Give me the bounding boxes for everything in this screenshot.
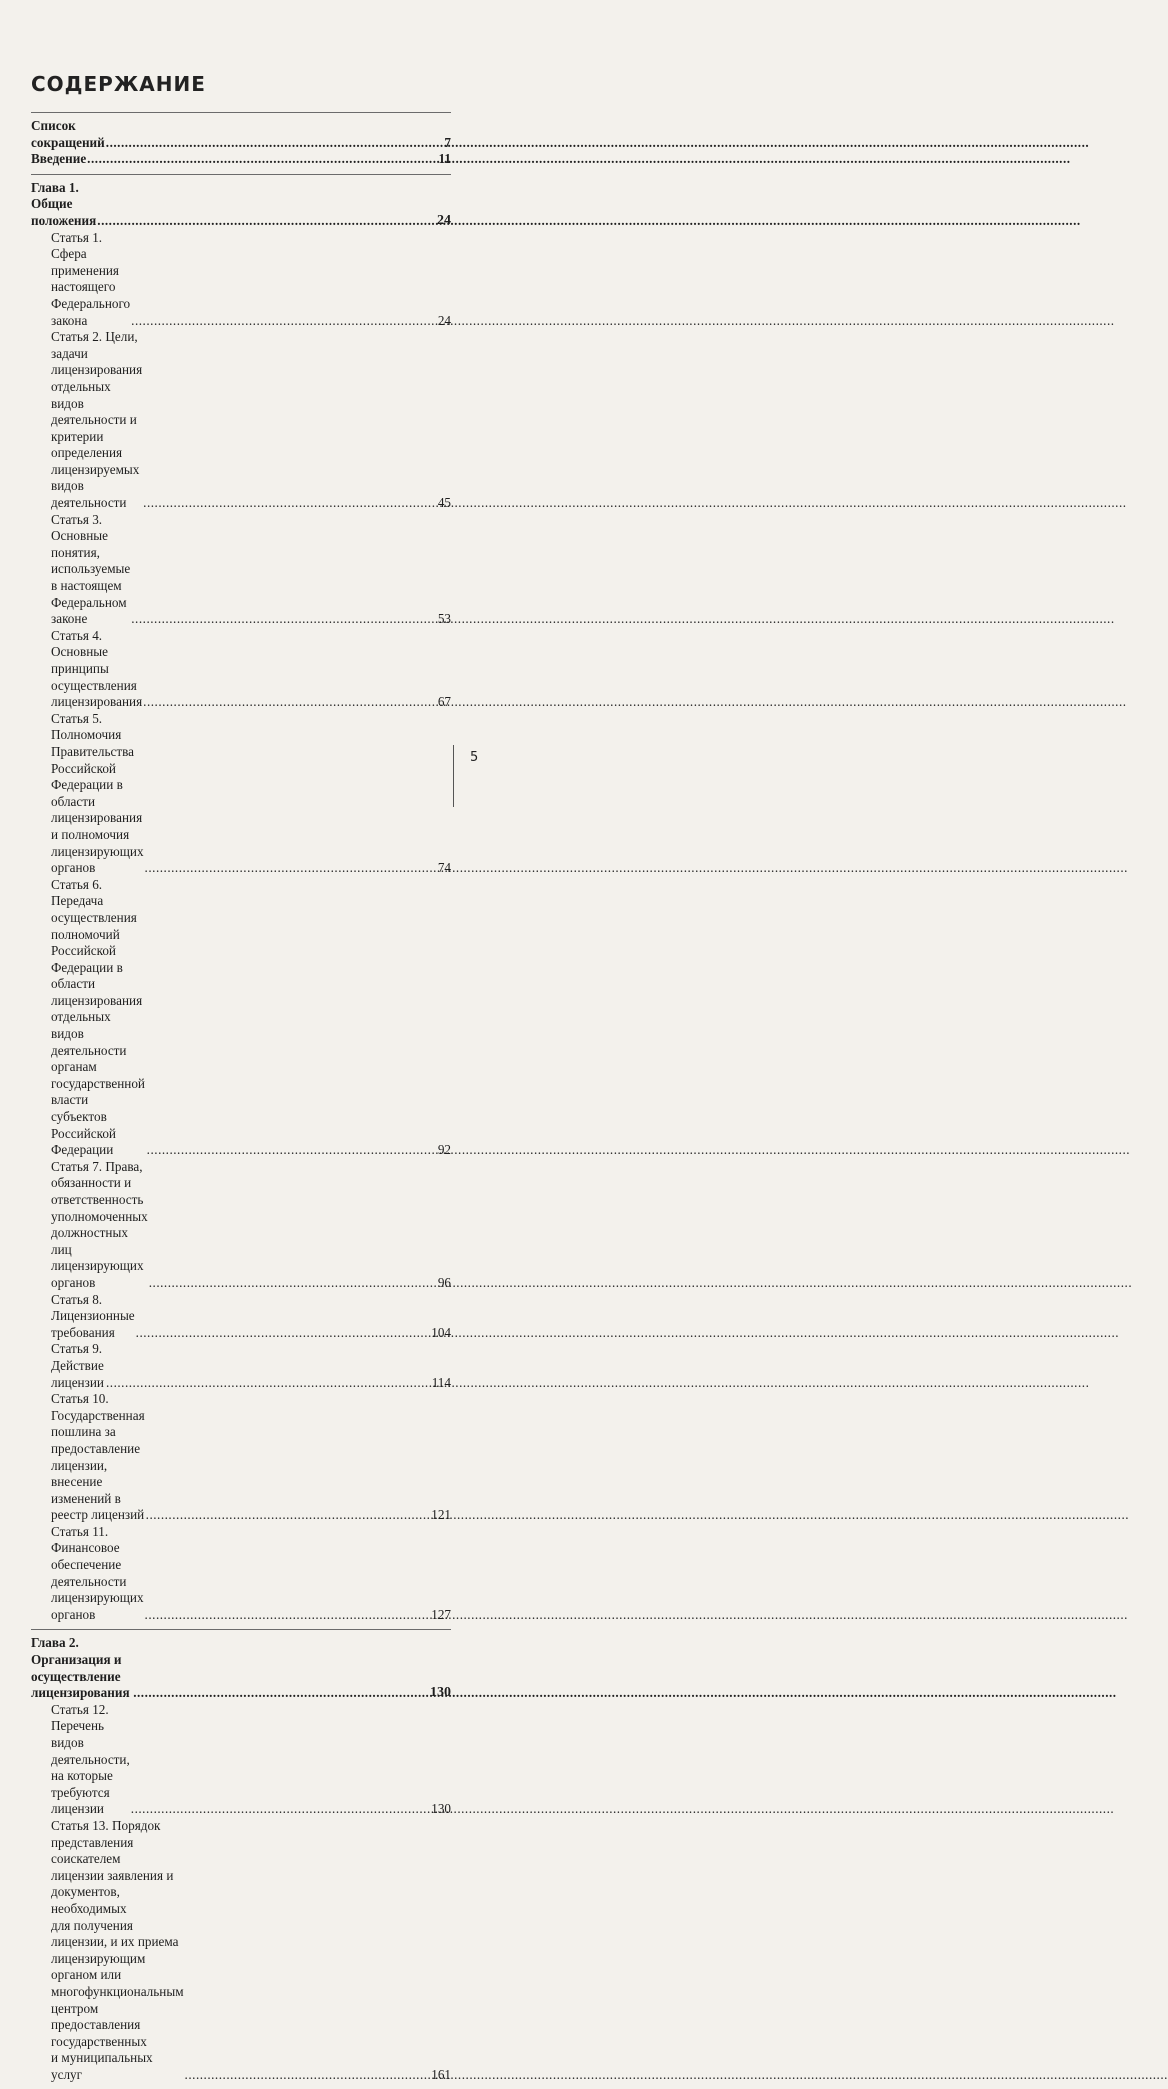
toc-entry-title: Статья 1. Сфера применения настоящего Федерального закона bbox=[51, 229, 131, 328]
toc-entry-title: Статья 8. Лицензионные требования bbox=[51, 1291, 135, 1340]
toc-entry-title: Глава 1. Общие положения bbox=[31, 179, 97, 228]
toc-entry-page: 127 bbox=[431, 1606, 451, 1622]
toc-article-entry[interactable] bbox=[31, 230, 451, 330]
toc-entry-page: 45 bbox=[437, 495, 451, 511]
toc-chapter-entry[interactable] bbox=[31, 151, 451, 168]
toc-entry-page: 114 bbox=[431, 1374, 451, 1390]
page-number: 5 bbox=[470, 750, 479, 765]
toc-entry-page: 104 bbox=[431, 1324, 451, 1340]
dot-leader bbox=[106, 1375, 431, 1392]
toc-entry-title: Статья 5. Полномочия Правительства Российской Федерации в области лицензирования и полномочия лицензирующих органов bbox=[51, 710, 144, 876]
toc-article-entry[interactable] bbox=[31, 1292, 451, 1342]
toc-entry-title: Статья 6. Передача осуществления полномочий Российской Федерации в области лицензирования отдельных видов деятельности органам государственной власти субъектов Российской Федерации bbox=[51, 876, 145, 1158]
toc-section bbox=[31, 1630, 451, 2089]
toc-entry-page: 121 bbox=[431, 1507, 451, 1523]
toc-article-entry[interactable] bbox=[31, 512, 451, 628]
toc-entry-title: Глава 2. Организация и осуществление лицензирования bbox=[31, 1635, 130, 1701]
toc-article-entry[interactable] bbox=[31, 628, 451, 711]
toc-article-entry[interactable] bbox=[31, 329, 451, 512]
toc-article-entry[interactable] bbox=[31, 711, 451, 877]
dot-leader bbox=[131, 1801, 430, 1818]
toc-chapter-entry[interactable] bbox=[31, 180, 451, 230]
toc-entry-title: Статья 7. Права, обязанности и ответственность уполномоченных должностных лиц лицензирующих органов bbox=[51, 1158, 148, 1290]
dot-leader bbox=[149, 1275, 437, 1292]
toc-entry-page: 53 bbox=[437, 611, 451, 627]
toc-article-entry[interactable] bbox=[31, 1702, 451, 1818]
toc-article-entry[interactable] bbox=[31, 1818, 451, 2084]
toc-entry-page: 74 bbox=[437, 860, 451, 876]
dot-leader bbox=[143, 495, 437, 512]
dot-leader bbox=[131, 313, 437, 330]
dot-leader bbox=[136, 1325, 431, 1342]
toc-entry-page: 161 bbox=[431, 2066, 451, 2082]
page-title: СОДЕРЖАНИЕ bbox=[31, 72, 206, 96]
toc-article-entry[interactable] bbox=[31, 1391, 451, 1524]
dot-leader bbox=[133, 1685, 429, 1702]
dot-leader bbox=[106, 135, 444, 152]
toc-chapter-entry[interactable] bbox=[31, 1635, 451, 1701]
toc-article-entry[interactable] bbox=[31, 1159, 451, 1292]
toc-entry-page: 67 bbox=[437, 694, 451, 710]
toc-entry-page: 24 bbox=[437, 312, 451, 328]
dot-leader bbox=[131, 611, 437, 628]
toc-section bbox=[31, 175, 451, 1630]
table-of-contents bbox=[31, 112, 451, 2089]
toc-entry-title: Список сокращений bbox=[31, 118, 105, 150]
toc-entry-page: 92 bbox=[437, 1142, 451, 1158]
toc-entry-title: Статья 3. Основные понятия, используемые в настоящем Федеральном законе bbox=[51, 511, 131, 627]
dot-leader bbox=[97, 213, 436, 230]
dot-leader bbox=[146, 1507, 431, 1524]
toc-entry-page: 11 bbox=[438, 151, 451, 167]
toc-entry-title: Статья 11. Финансовое обеспечение деятельности лицензирующих органов bbox=[51, 1523, 144, 1622]
toc-entry-page: 130 bbox=[430, 1685, 451, 1701]
toc-entry-page: 7 bbox=[444, 134, 451, 150]
toc-entry-title: Статья 2. Цели, задачи лицензирования отдельных видов деятельности и критерии определения лицензируемых видов деятельности bbox=[51, 329, 143, 511]
dot-leader bbox=[145, 1607, 431, 1624]
toc-entry-title: Статья 10. Государственная пошлина за предоставление лицензии, внесение изменений в реестр лицензий bbox=[51, 1391, 145, 1523]
toc-entry-page: 130 bbox=[431, 1801, 451, 1817]
toc-article-entry[interactable] bbox=[31, 1341, 451, 1391]
toc-entry-page: 24 bbox=[437, 212, 451, 228]
toc-entry-title: Статья 12. Перечень видов деятельности, на которые требуются лицензии bbox=[51, 1701, 130, 1817]
toc-article-entry[interactable] bbox=[31, 1524, 451, 1624]
toc-section bbox=[31, 113, 451, 174]
toc-entry-title: Статья 9. Действие лицензии bbox=[51, 1341, 104, 1390]
toc-chapter-entry[interactable] bbox=[31, 118, 451, 151]
toc-article-entry[interactable] bbox=[31, 877, 451, 1159]
toc-entry-title: Статья 4. Основные принципы осуществления лицензирования bbox=[51, 627, 143, 710]
page-number-divider bbox=[453, 745, 454, 807]
toc-entry-title: Статья 13. Порядок представления соискателем лицензии заявления и документов, необходимых для получения лицензии, и их приема лицензирующим органом или многофункциональным центром предоставления государственных и муниципальных услуг bbox=[51, 1817, 184, 2082]
dot-leader bbox=[147, 1142, 437, 1159]
book-page bbox=[0, 0, 494, 2082]
toc-entry-page: 96 bbox=[437, 1274, 451, 1290]
dot-leader bbox=[87, 151, 437, 168]
dot-leader bbox=[185, 2067, 431, 2084]
toc-entry-title: Введение bbox=[31, 151, 87, 167]
dot-leader bbox=[145, 860, 437, 877]
dot-leader bbox=[143, 694, 437, 711]
